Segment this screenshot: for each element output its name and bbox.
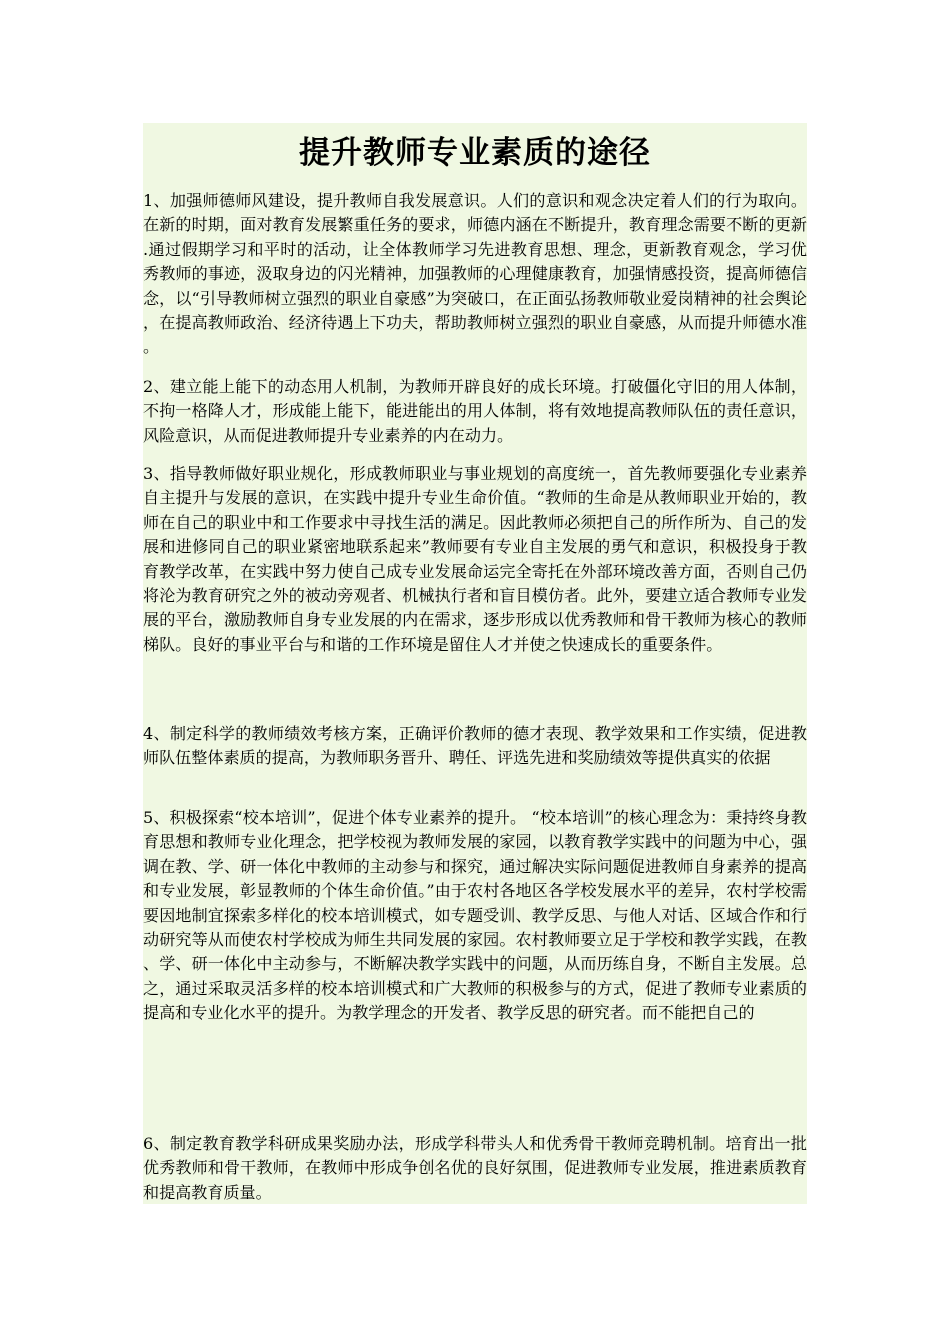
- paragraph-2: 2、建立能上能下的动态用人机制，为教师开辟良好的成长环境。打破僵化守旧的用人体制，不拘一格降人才，形成能上能下，能进能出的用人体制，将有效地提高教师队伍的责任意识，风险意识，从而促进教师提升专业素养的内在动力。: [143, 377, 807, 445]
- paragraph-3: 3、指导教师做好职业规化，形成教师职业与事业规划的高度统一，首先教师要强化专业素养自主提升与发展的意识，在实践中提升专业生命价值。“教师的生命是从教师职业开始的，教师在自己的职业中和工作要求中寻找生活的满足。因此教师必须把自己的所作所为、自己的发展和进修同自己的职业紧密地联系起来”教师要有专业自主发展的勇气和意识，积极投身于教育教学改革，在实践中努力使自己成专业发展命运完全寄托在外部环境改善方面，否则自己仍将沦为教育研究之外的被动旁观者、机械执行者和盲目模仿者。此外，要建立适合教师专业发展的平台，激励教师自身专业发展的内在需求，逐步形成以优秀教师和骨干教师为核心的教师梯队。良好的事业平台与和谐的工作环境是留住人才并使之快速成长的重要条件。: [143, 464, 807, 654]
- paragraph-6: 6、制定教育教学科研成果奖励办法，形成学科带头人和优秀骨干教师竞聘机制。培育出一批优秀教师和骨干教师，在教师中形成争创名优的良好氛围，促进教师专业发展，推进素质教育和提高教育质量。: [143, 1134, 807, 1202]
- paragraph-4: 4、制定科学的教师绩效考核方案，正确评价教师的德才表现、教学效果和工作实绩，促进教师队伍整体素质的提高，为教师职务晋升、聘任、评选先进和奖励绩效等提供真实的依据: [143, 724, 807, 768]
- document-title: 提升教师专业素质的途径: [299, 135, 651, 171]
- paragraph-5: 5、积极探索“校本培训”，促进个体专业素养的提升。 “校本培训”的核心理念为：秉持终身教育思想和教师专业化理念，把学校视为教师发展的家园，以教育教学实践中的问题为中心，强调在教、学、研一体化中教师的主动参与和探究，通过解决实际问题促进教师自身素养的提高和专业发展，彰显教师的个体生命价值。”由于农村各地区各学校发展水平的差异，农村学校需要因地制宜探索多样化的校本培训模式，如专题受训、教学反思、与他人对话、区域合作和行动研究等从而使农村学校成为师生共同发展的家园。农村教师要立足于学校和教学实践，在教、学、研一体化中主动参与，不断解决教学实践中的问题，从而历练自身，不断自主发展。总之，通过采取灵活多样的校本培训模式和广大教师的积极参与的方式，促进了教师专业素质的提高和专业化水平的提升。为教学理念的开发者、教学反思的研究者。而不能把自己的: [143, 808, 807, 1023]
- document-content: [143, 123, 807, 1204]
- paragraph-1: 1、加强师德师风建设，提升教师自我发展意识。人们的意识和观念决定着人们的行为取向。在新的时期，面对教育发展繁重任务的要求，师德内涵在不断提升，教育理念需要不断的更新.通过假期学习和平时的活动，让全体教师学习先进教育思想、理念，更新教育观念，学习优秀教师的事迹，汲取身边的闪光精神，加强教师的心理健康教育，加强情感投资，提高师德信念，以“引导教师树立强烈的职业自豪感”为突破口，在正面弘扬教师敬业爱岗精神的社会舆论，在提高教师政治、经济待遇上下功夫，帮助教师树立强烈的职业自豪感，从而提升师德水准。: [143, 191, 807, 357]
